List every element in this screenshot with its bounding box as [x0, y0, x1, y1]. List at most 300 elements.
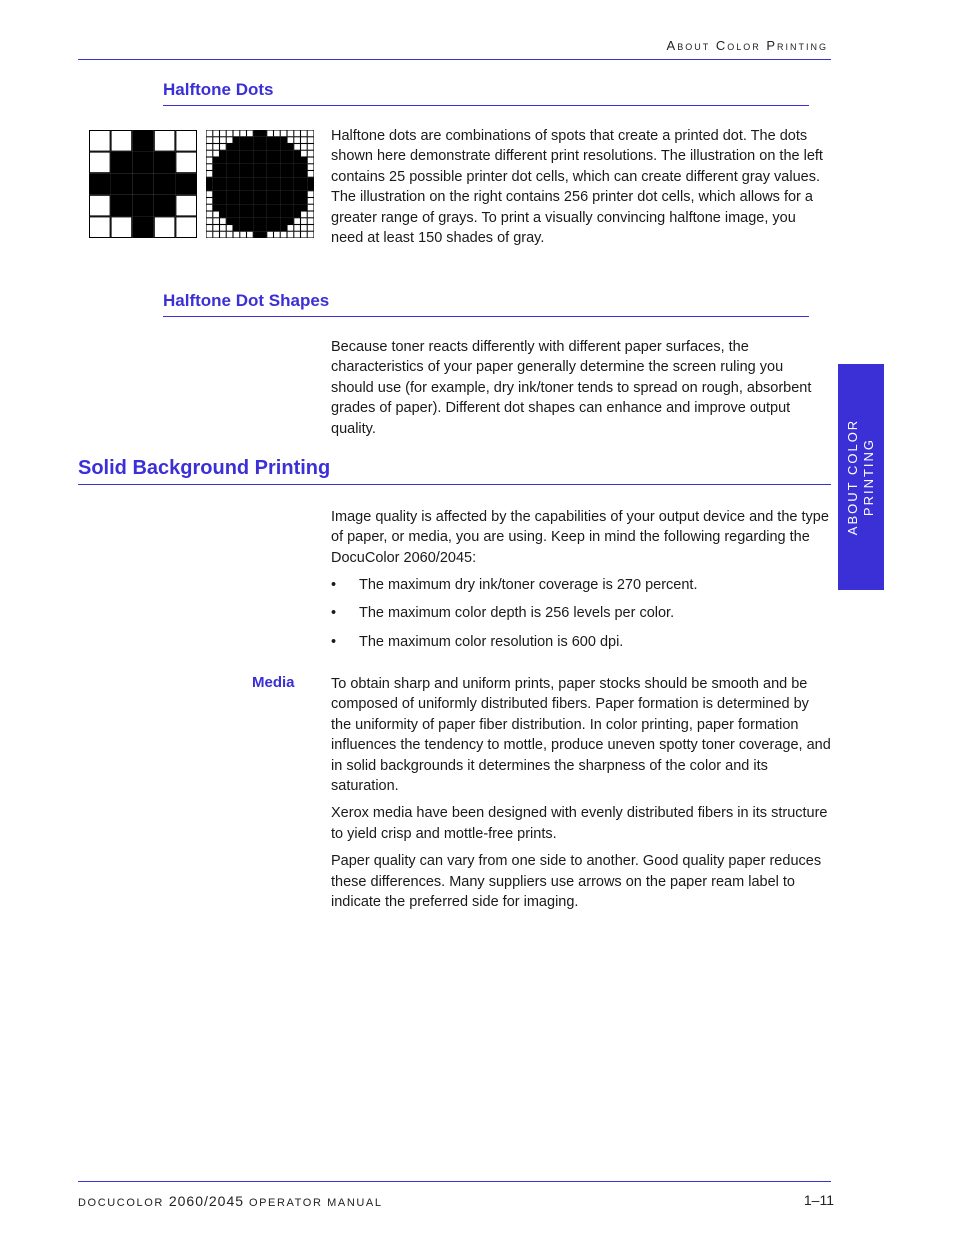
- dot-cell: [260, 137, 266, 143]
- dot-cell: [220, 191, 226, 197]
- side-tab-line: ABOUT COLOR: [845, 418, 860, 536]
- dot-cell: [287, 157, 293, 163]
- dot-cell: [267, 151, 273, 157]
- dot-cell: [274, 191, 280, 197]
- dot-cell: [213, 144, 219, 150]
- dot-cell: [240, 171, 246, 177]
- dot-cell: [90, 174, 111, 195]
- dot-cell: [233, 191, 239, 197]
- dot-cell: [281, 191, 287, 197]
- dot-cell: [220, 137, 226, 143]
- dot-cell: [227, 164, 233, 170]
- dot-cell: [247, 211, 253, 217]
- dot-cell: [247, 205, 253, 211]
- dot-cell: [254, 144, 260, 150]
- dot-cell: [220, 218, 226, 224]
- dot-cell: [233, 171, 239, 177]
- heading-solid-background-printing: Solid Background Printing: [78, 457, 331, 479]
- dot-cell: [133, 152, 154, 173]
- paragraph: Halftone dots are combinations of spots that create a printed dot. The dots shown here demonstrate different print resolutions. The illustration on the left contains 25 possible printer dot cells, which can create different gray values. The illustration on the right contains 256 printer dot cells, which allows for a greater range of grays. To print a visually convincing halftone image, you need at least 150 shades of gray.: [331, 128, 823, 247]
- dot-cell: [308, 151, 314, 157]
- dot-cell: [287, 232, 293, 238]
- dot-cell: [233, 137, 239, 143]
- dot-cell: [301, 137, 307, 143]
- dot-cell: [227, 198, 233, 204]
- dot-cell: [294, 225, 300, 231]
- dot-cell: [301, 178, 307, 184]
- dot-cell: [233, 184, 239, 190]
- dot-cell: [206, 191, 212, 197]
- dot-cell: [254, 157, 260, 163]
- dot-cell: [281, 137, 287, 143]
- dot-cell: [267, 191, 273, 197]
- dot-cell: [220, 164, 226, 170]
- dot-cell: [281, 232, 287, 238]
- dot-cell: [281, 211, 287, 217]
- dot-cell: [308, 184, 314, 190]
- heading-rule: [163, 316, 809, 317]
- dot-cell: [227, 130, 233, 136]
- dot-cell: [133, 131, 154, 152]
- dot-cell: [220, 232, 226, 238]
- dot-cell: [294, 178, 300, 184]
- dot-cell: [274, 164, 280, 170]
- dot-cell: [206, 130, 212, 136]
- dot-cell: [133, 174, 154, 195]
- dot-cell: [111, 152, 132, 173]
- dot-cell: [247, 130, 253, 136]
- dot-cell: [254, 225, 260, 231]
- solid-background-intro: [331, 507, 831, 568]
- dot-cell: [260, 205, 266, 211]
- dot-cell: [294, 144, 300, 150]
- media-paragraph: To obtain sharp and uniform prints, paper stocks should be smooth and be composed of uniformly distributed fibers. Paper formation is determined by the uniformity of paper fiber distribution. In color printing, paper formation influences the tendency to mottle, produce uneven spotty toner coverage, and in solid backgrounds it determines the sharpness of the color and its saturation.: [331, 676, 831, 795]
- dot-cell: [260, 157, 266, 163]
- dot-cell: [220, 178, 226, 184]
- bullet-text: The maximum color depth is 256 levels per color.: [359, 605, 675, 622]
- dot-cell: [308, 178, 314, 184]
- dot-cell: [260, 218, 266, 224]
- dot-cell: [301, 164, 307, 170]
- dot-cell: [227, 171, 233, 177]
- dot-cell: [294, 205, 300, 211]
- dot-cell: [111, 195, 132, 216]
- dot-cell: [90, 217, 111, 238]
- halftone-dots-paragraph: [331, 126, 831, 248]
- dot-cell: [233, 205, 239, 211]
- dot-cell: [213, 184, 219, 190]
- dot-cell: [227, 178, 233, 184]
- dot-cell: [233, 218, 239, 224]
- dot-cell: [213, 205, 219, 211]
- dot-cell: [301, 144, 307, 150]
- dot-cell: [247, 164, 253, 170]
- bullet-item: [331, 632, 831, 652]
- dot-cell: [247, 137, 253, 143]
- dot-cell: [247, 191, 253, 197]
- dot-cell: [254, 218, 260, 224]
- dot-cell: [287, 137, 293, 143]
- dot-cell: [254, 232, 260, 238]
- dot-cell: [220, 144, 226, 150]
- dot-cell: [267, 218, 273, 224]
- dot-cell: [274, 171, 280, 177]
- dot-cell: [233, 157, 239, 163]
- bullet-item: [331, 575, 831, 595]
- dot-cell: [267, 130, 273, 136]
- bullet-text: The maximum dry ink/toner coverage is 270 percent.: [359, 577, 698, 593]
- dot-cell: [240, 151, 246, 157]
- dot-cell: [260, 184, 266, 190]
- dot-cell: [240, 191, 246, 197]
- dot-cell: [301, 211, 307, 217]
- dot-cell: [308, 157, 314, 163]
- dot-cell: [213, 151, 219, 157]
- dot-cell: [274, 144, 280, 150]
- dot-cell: [267, 184, 273, 190]
- dot-cell: [274, 225, 280, 231]
- dot-cell: [206, 205, 212, 211]
- dot-cell: [308, 164, 314, 170]
- dot-cell: [254, 137, 260, 143]
- dot-cell: [227, 232, 233, 238]
- dot-cell: [220, 130, 226, 136]
- dot-cell: [287, 218, 293, 224]
- dot-cell: [281, 171, 287, 177]
- dot-cell: [294, 218, 300, 224]
- dot-cell: [176, 195, 197, 216]
- dot-cell: [294, 137, 300, 143]
- media-paragraphs: [331, 674, 831, 912]
- dot-cell: [254, 164, 260, 170]
- dot-cell: [90, 152, 111, 173]
- dot-cell: [206, 232, 212, 238]
- dot-cell: [260, 171, 266, 177]
- dot-cell: [213, 137, 219, 143]
- dot-cell: [274, 178, 280, 184]
- dot-cell: [294, 157, 300, 163]
- dot-cell: [260, 151, 266, 157]
- dot-cell: [267, 178, 273, 184]
- dot-cell: [281, 164, 287, 170]
- dot-cell: [301, 171, 307, 177]
- dot-cell: [90, 131, 111, 152]
- dot-cell: [206, 225, 212, 231]
- bullet-item: [331, 603, 831, 623]
- dot-cell: [233, 178, 239, 184]
- dot-cell: [281, 157, 287, 163]
- dot-cell: [176, 174, 197, 195]
- paragraph: Image quality is affected by the capabilities of your output device and the type of paper, or media, you are using. Keep in mind the following regarding the DocuColor 2060/2045:: [331, 509, 829, 566]
- dot-cell: [281, 178, 287, 184]
- dot-cell: [233, 144, 239, 150]
- dot-cell: [274, 137, 280, 143]
- footer-manual-title: [78, 1193, 383, 1209]
- dot-cell: [213, 198, 219, 204]
- dot-cell: [247, 198, 253, 204]
- dot-cell: [308, 198, 314, 204]
- dot-cell: [154, 152, 175, 173]
- dot-cell: [294, 191, 300, 197]
- dot-cell: [267, 232, 273, 238]
- dot-cell: [287, 178, 293, 184]
- halftone-5x5-illustration: [89, 130, 197, 238]
- dot-cell: [240, 205, 246, 211]
- dot-cell: [233, 130, 239, 136]
- dot-cell: [227, 184, 233, 190]
- dot-cell: [287, 151, 293, 157]
- dot-cell: [240, 211, 246, 217]
- dot-cell: [281, 205, 287, 211]
- dot-cell: [260, 211, 266, 217]
- dot-cell: [176, 152, 197, 173]
- dot-cell: [247, 225, 253, 231]
- dot-cell: [287, 164, 293, 170]
- dot-cell: [260, 178, 266, 184]
- dot-cell: [254, 130, 260, 136]
- dot-cell: [254, 151, 260, 157]
- dot-cell: [133, 195, 154, 216]
- dot-cell: [240, 184, 246, 190]
- media-paragraph: Xerox media have been designed with evenly distributed fibers in its structure to yield crisp and mottle-free prints.: [331, 805, 828, 842]
- dot-cell: [240, 130, 246, 136]
- dot-cell: [220, 205, 226, 211]
- halftone-dot-shapes-paragraph: [331, 337, 826, 439]
- dot-cell: [294, 198, 300, 204]
- heading-halftone-dots: Halftone Dots: [163, 80, 274, 99]
- dot-cell: [227, 225, 233, 231]
- dot-cell: [111, 131, 132, 152]
- dot-cell: [274, 198, 280, 204]
- dot-cell: [260, 198, 266, 204]
- dot-cell: [213, 218, 219, 224]
- dot-cell: [227, 151, 233, 157]
- dot-cell: [233, 198, 239, 204]
- chapter-side-tab: [838, 364, 884, 590]
- dot-cell: [111, 174, 132, 195]
- dot-cell: [206, 137, 212, 143]
- dot-cell: [274, 157, 280, 163]
- dot-cell: [227, 205, 233, 211]
- dot-cell: [206, 218, 212, 224]
- dot-cell: [247, 171, 253, 177]
- dot-cell: [227, 211, 233, 217]
- dot-cell: [308, 232, 314, 238]
- dot-cell: [281, 198, 287, 204]
- dot-cell: [267, 144, 273, 150]
- dot-cell: [247, 218, 253, 224]
- heading-rule: [163, 105, 809, 106]
- dot-cell: [267, 171, 273, 177]
- dot-cell: [233, 232, 239, 238]
- dot-cell: [247, 157, 253, 163]
- dot-cell: [294, 151, 300, 157]
- bullet-list: [331, 575, 831, 652]
- dot-cell: [308, 191, 314, 197]
- dot-cell: [294, 232, 300, 238]
- dot-cell: [227, 137, 233, 143]
- dot-cell: [267, 198, 273, 204]
- dot-cell: [133, 217, 154, 238]
- dot-cell: [233, 225, 239, 231]
- dot-cell: [301, 191, 307, 197]
- dot-cell: [176, 217, 197, 238]
- dot-cell: [294, 184, 300, 190]
- dot-cell: [301, 130, 307, 136]
- dot-cell: [220, 198, 226, 204]
- dot-cell: [308, 225, 314, 231]
- dot-cell: [206, 171, 212, 177]
- dot-cell: [260, 232, 266, 238]
- dot-cell: [254, 171, 260, 177]
- dot-cell: [206, 211, 212, 217]
- running-header: About Color Printing: [666, 38, 828, 53]
- dot-cell: [213, 191, 219, 197]
- dot-cell: [220, 184, 226, 190]
- dot-cell: [213, 178, 219, 184]
- dot-cell: [301, 184, 307, 190]
- dot-cell: [281, 144, 287, 150]
- dot-cell: [260, 144, 266, 150]
- bullet-icon: •: [331, 633, 337, 650]
- media-paragraph: Paper quality can vary from one side to another. Good quality paper reduces these differences. Many suppliers use arrows on the paper ream label to indicate the preferred side for imaging.: [331, 853, 822, 911]
- dot-cell: [240, 144, 246, 150]
- dot-cell: [308, 130, 314, 136]
- dot-cell: [220, 171, 226, 177]
- dot-cell: [301, 157, 307, 163]
- dot-cell: [308, 137, 314, 143]
- dot-cell: [308, 205, 314, 211]
- dot-cell: [281, 130, 287, 136]
- dot-cell: [206, 184, 212, 190]
- dot-cell: [254, 211, 260, 217]
- dot-cell: [247, 178, 253, 184]
- dot-cell: [301, 232, 307, 238]
- dot-cell: [247, 184, 253, 190]
- dot-cell: [294, 211, 300, 217]
- dot-cell: [240, 137, 246, 143]
- dot-cell: [227, 218, 233, 224]
- footer-rule: [78, 1181, 831, 1182]
- dot-cell: [274, 130, 280, 136]
- footer-prefix: DOCUCOLOR: [78, 1197, 164, 1209]
- dot-cell: [274, 232, 280, 238]
- dot-cell: [240, 198, 246, 204]
- dot-cell: [213, 232, 219, 238]
- bullet-text: The maximum color resolution is 600 dpi.: [359, 633, 624, 650]
- dot-cell: [260, 130, 266, 136]
- dot-cell: [287, 171, 293, 177]
- dot-cell: [260, 225, 266, 231]
- dot-cell: [227, 144, 233, 150]
- dot-cell: [287, 205, 293, 211]
- paragraph: Because toner reacts differently with different paper surfaces, the characteristics of your paper generally determine the screen ruling you should use (for example, dry ink/toner tends to spread on rough, absorbent grades of paper). Different dot shapes can enhance and improve output quality.: [331, 339, 812, 437]
- dot-cell: [287, 130, 293, 136]
- dot-cell: [213, 130, 219, 136]
- dot-cell: [206, 178, 212, 184]
- dot-cell: [206, 144, 212, 150]
- dot-cell: [301, 225, 307, 231]
- dot-cell: [154, 174, 175, 195]
- dot-cell: [213, 157, 219, 163]
- footer-model: 2060/2045: [168, 1193, 245, 1209]
- side-tab-line: PRINTING: [861, 437, 876, 517]
- dot-cell: [294, 171, 300, 177]
- dot-cell: [281, 218, 287, 224]
- dot-cell: [267, 205, 273, 211]
- dot-cell: [308, 144, 314, 150]
- dot-cell: [287, 184, 293, 190]
- dot-cell: [260, 164, 266, 170]
- media-label: Media: [252, 674, 295, 691]
- dot-cell: [154, 195, 175, 216]
- dot-cell: [220, 211, 226, 217]
- dot-cell: [206, 164, 212, 170]
- dot-cell: [267, 137, 273, 143]
- dot-cell: [267, 157, 273, 163]
- dot-cell: [287, 198, 293, 204]
- dot-cell: [240, 225, 246, 231]
- dot-cell: [233, 151, 239, 157]
- dot-cell: [294, 130, 300, 136]
- dot-cell: [90, 195, 111, 216]
- heading-halftone-dot-shapes: Halftone Dot Shapes: [163, 291, 330, 310]
- dot-cell: [274, 218, 280, 224]
- dot-cell: [254, 178, 260, 184]
- dot-cell: [247, 144, 253, 150]
- dot-cell: [281, 184, 287, 190]
- bullet-icon: •: [331, 605, 337, 622]
- dot-cell: [176, 131, 197, 152]
- dot-cell: [240, 232, 246, 238]
- dot-cell: [220, 157, 226, 163]
- dot-cell: [213, 171, 219, 177]
- header-rule: [78, 59, 831, 60]
- dot-cell: [233, 164, 239, 170]
- dot-cell: [154, 131, 175, 152]
- side-tab-label: [845, 419, 877, 535]
- dot-cell: [308, 171, 314, 177]
- dot-cell: [240, 164, 246, 170]
- dot-cell: [213, 211, 219, 217]
- dot-cell: [274, 205, 280, 211]
- dot-cell: [260, 191, 266, 197]
- dot-cell: [254, 198, 260, 204]
- dot-cell: [254, 184, 260, 190]
- dot-cell: [220, 151, 226, 157]
- dot-cell: [308, 218, 314, 224]
- dot-cell: [301, 151, 307, 157]
- dot-cell: [240, 178, 246, 184]
- dot-cell: [240, 157, 246, 163]
- dot-cell: [281, 225, 287, 231]
- dot-cell: [267, 164, 273, 170]
- dot-cell: [233, 211, 239, 217]
- heading-rule: [78, 484, 831, 485]
- dot-cell: [247, 232, 253, 238]
- dot-cell: [301, 218, 307, 224]
- dot-cell: [301, 205, 307, 211]
- dot-cell: [220, 225, 226, 231]
- dot-cell: [294, 164, 300, 170]
- dot-cell: [206, 157, 212, 163]
- dot-cell: [274, 184, 280, 190]
- dot-cell: [308, 211, 314, 217]
- dot-cell: [287, 191, 293, 197]
- dot-cell: [281, 151, 287, 157]
- dot-cell: [213, 164, 219, 170]
- dot-cell: [206, 151, 212, 157]
